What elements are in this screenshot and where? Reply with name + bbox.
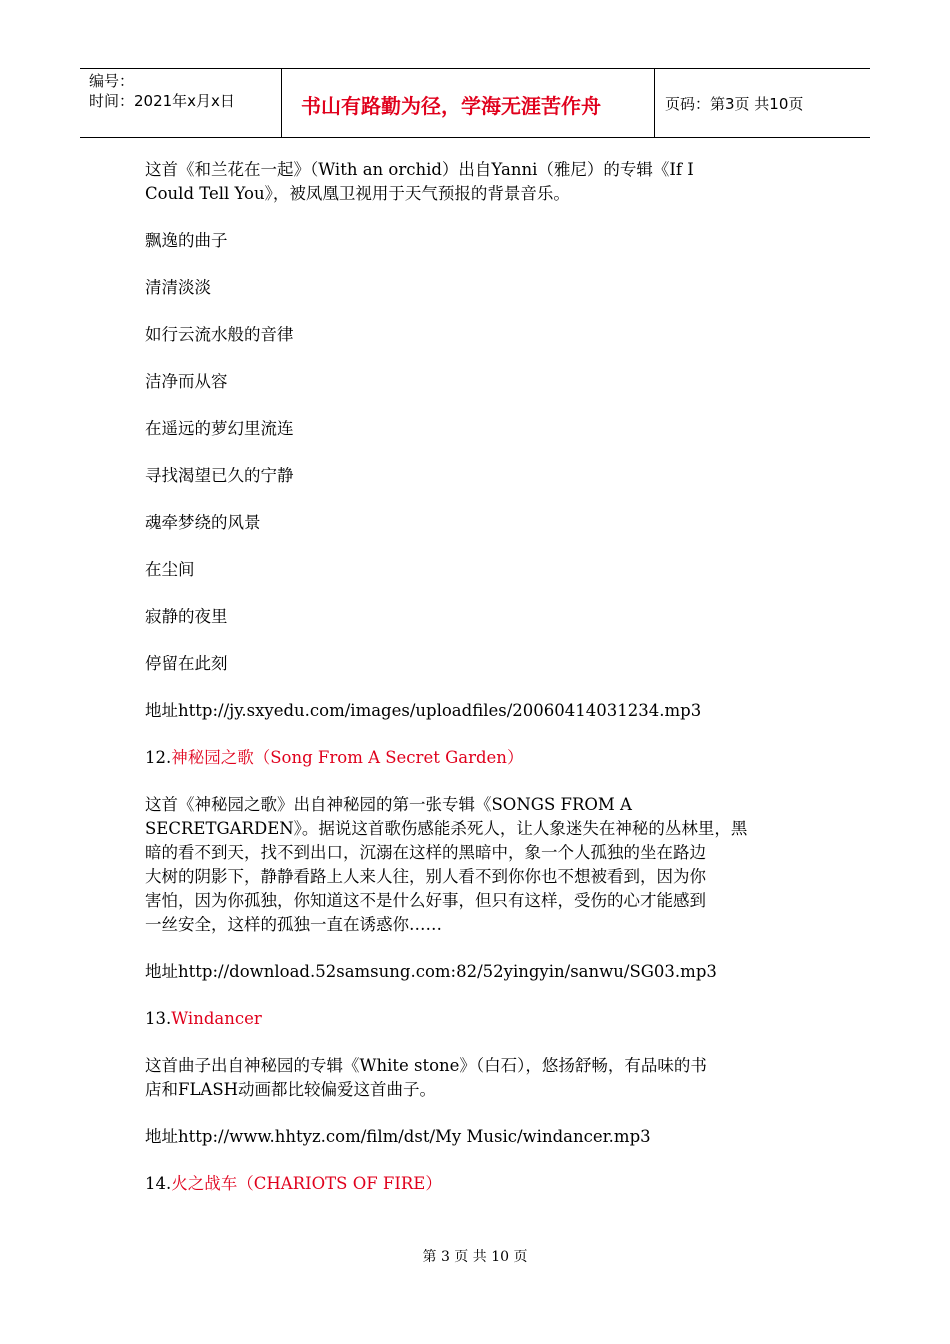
header-meta-cell bbox=[80, 69, 282, 137]
lyric-line: 寂静的夜里 bbox=[145, 607, 228, 626]
lyric-line: 在遥远的萝幻里流连 bbox=[145, 419, 294, 438]
item-number: 14. bbox=[145, 1174, 172, 1193]
item-title-link[interactable]: 神秘园之歌（Song From A Secret Garden） bbox=[171, 748, 524, 767]
header-motto-cell bbox=[282, 69, 655, 137]
address-line-3: 地址http://www.hhtyz.com/film/dst/My Music/windancer.mp3 bbox=[145, 1127, 651, 1146]
lyric-line: 停留在此刻 bbox=[145, 654, 228, 673]
address-line-2: 地址http://download.52samsung.com:82/52yingyin/sanwu/SG03.mp3 bbox=[145, 962, 717, 981]
paragraph-line: 店和FLASH动画都比较偏爱这首曲子。 bbox=[145, 1080, 437, 1099]
page-footer: 第 3 页 共 10 页 bbox=[422, 1249, 528, 1265]
lyric-line: 飘逸的曲子 bbox=[145, 231, 228, 250]
item-number: 12. bbox=[145, 748, 172, 767]
paragraph-line: SECRETGARDEN》。据说这首歌伤感能杀死人，让人象迷失在神秘的丛林里，黑 bbox=[145, 819, 748, 838]
id-label: 编号： bbox=[89, 72, 135, 90]
item-13-heading bbox=[145, 1007, 810, 1031]
paragraph-line: 这首《和兰花在一起》（With an orchid）出自Yanni（雅尼）的专辑《If I bbox=[145, 160, 694, 179]
item-title-link[interactable]: Windancer bbox=[171, 1009, 262, 1028]
page-info: 页码：第3页 共10页 bbox=[665, 95, 804, 113]
item-number: 13. bbox=[145, 1009, 172, 1028]
motto-text: 书山有路勤为径，学海无涯苦作舟 bbox=[301, 94, 601, 118]
lyric-line: 在尘间 bbox=[145, 560, 195, 579]
paragraph-line: 一丝安全，这样的孤独一直在诱惑你…… bbox=[145, 915, 442, 934]
address-line-1: 地址http://jy.sxyedu.com/images/uploadfiles/20060414031234.mp3 bbox=[145, 701, 702, 720]
paragraph-line: 害怕，因为你孤独，你知道这不是什么好事，但只有这样，受伤的心才能感到 bbox=[145, 891, 706, 910]
header-page-cell bbox=[655, 69, 870, 137]
paragraph-line: 这首《神秘园之歌》出自神秘园的第一张专辑《SONGS FROM A bbox=[145, 795, 632, 814]
item-12-description bbox=[145, 793, 810, 937]
paragraph-line: Could Tell You》，被凤凰卫视用于天气预报的背景音乐。 bbox=[145, 184, 570, 203]
lyric-line: 魂牵梦绕的风景 bbox=[145, 513, 261, 532]
item-14-heading bbox=[145, 1172, 810, 1196]
item-title-link[interactable]: 火之战车（CHARIOTS OF FIRE） bbox=[171, 1174, 442, 1193]
item-13-description bbox=[145, 1054, 810, 1102]
document-body bbox=[145, 158, 810, 1219]
lyric-line: 寻找渴望已久的宁静 bbox=[145, 466, 294, 485]
time-label: 时间：2021年x月x日 bbox=[89, 92, 235, 110]
paragraph-line: 暗的看不到天，找不到出口，沉溺在这样的黑暗中，象一个人孤独的坐在路边 bbox=[145, 843, 706, 862]
item-12-heading bbox=[145, 746, 810, 770]
lyric-line: 清清淡淡 bbox=[145, 278, 211, 297]
intro-paragraph bbox=[145, 158, 810, 206]
lyric-line: 洁净而从容 bbox=[145, 372, 228, 391]
page-header bbox=[80, 68, 870, 138]
lyric-line: 如行云流水般的音律 bbox=[145, 325, 294, 344]
paragraph-line: 这首曲子出自神秘园的专辑《White stone》（白石），悠扬舒畅，有品味的书 bbox=[145, 1056, 707, 1075]
paragraph-line: 大树的阴影下，静静看路上人来人往，别人看不到你你也不想被看到，因为你 bbox=[145, 867, 706, 886]
